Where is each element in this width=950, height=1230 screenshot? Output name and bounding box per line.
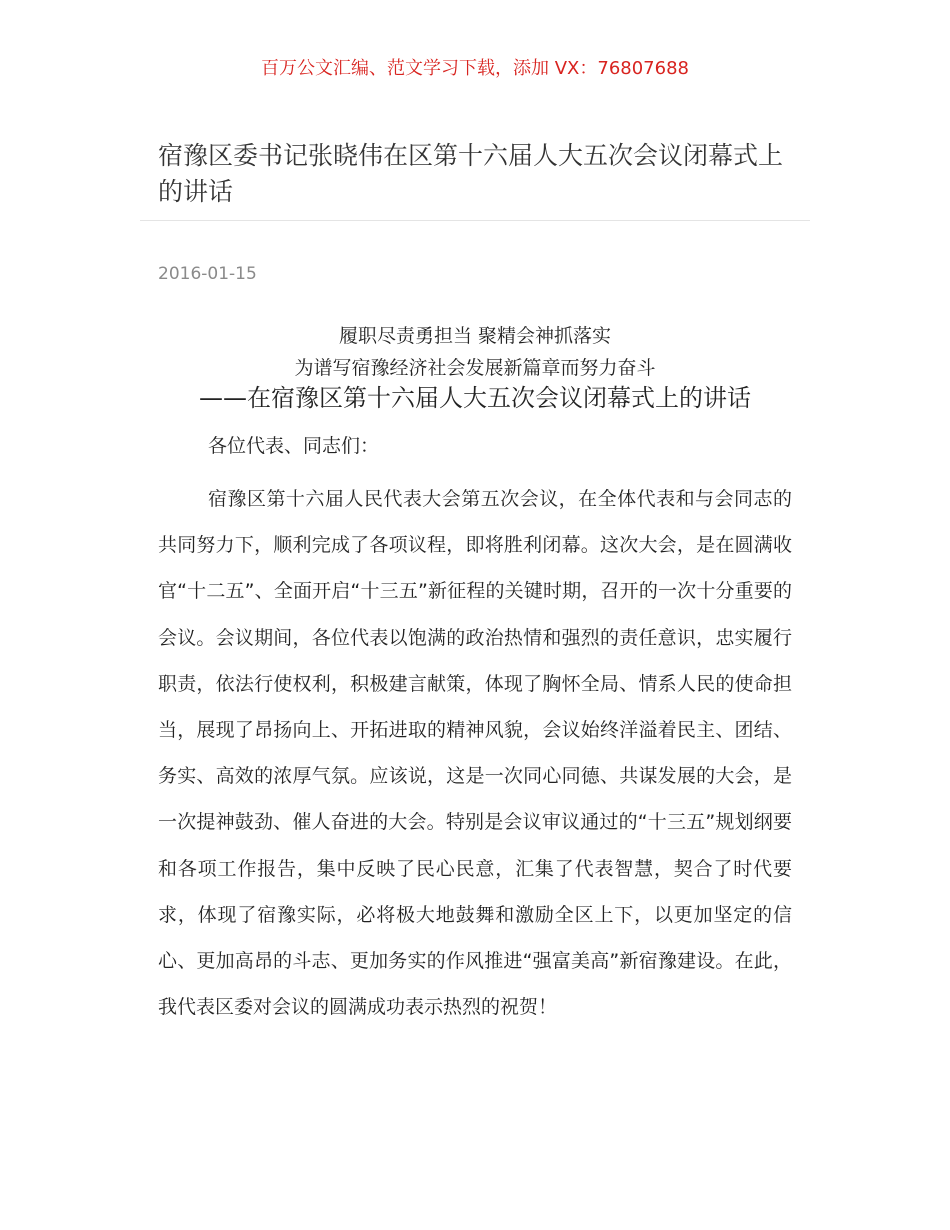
speech-subtitle: ——在宿豫区第十六届人大五次会议闭幕式上的讲话	[199, 384, 751, 412]
speech-heading-line-1: 履职尽责勇担当 聚精会神抓落实	[338, 325, 612, 347]
publish-date: 2016-01-15	[158, 264, 257, 284]
salutation: 各位代表、同志们：	[208, 435, 380, 457]
speech-heading-line-2: 为谱写宿豫经济社会发展新篇章而努力奋斗	[294, 357, 656, 379]
article-title: 宿豫区委书记张晓伟在区第十六届人大五次会议闭幕式上的讲话	[158, 141, 784, 206]
title-divider	[140, 220, 810, 221]
promo-banner: 百万公文汇编、范文学习下载，添加 VX：76807688	[261, 58, 689, 79]
body-paragraph: 宿豫区第十六届人民代表大会第五次会议，在全体代表和与会同志的共同努力下，顺利完成了各项议程，即将胜利闭幕。这次大会，是在圆满收官“十二五”、全面开启“十三五”新征程的关键时期，召开的一次十分重要的会议。会议期间，各位代表以饱满的政治热情和强烈的责任意识，忠实履行职责，依法行使权利，积极建言献策，体现了胸怀全局、情系人民的使命担当，展现了昂扬向上、开拓进取的精神风貌，会议始终洋溢着民主、团结、务实、高效的浓厚气氛。应该说，这是一次同心同德、共谋发展的大会，是一次提神鼓劲、催人奋进的大会。特别是会议审议通过的“十三五”规划纲要和各项工作报告，集中反映了民心民意，汇集了代表智慧，契合了时代要求，体现了宿豫实际，必将极大地鼓舞和激励全区上下，以更加坚定的信心、更加高昂的斗志、更加务实的作风推进“强富美高”新宿豫建设。在此，我代表区委对会议的圆满成功表示热烈的祝贺！	[158, 488, 792, 1019]
